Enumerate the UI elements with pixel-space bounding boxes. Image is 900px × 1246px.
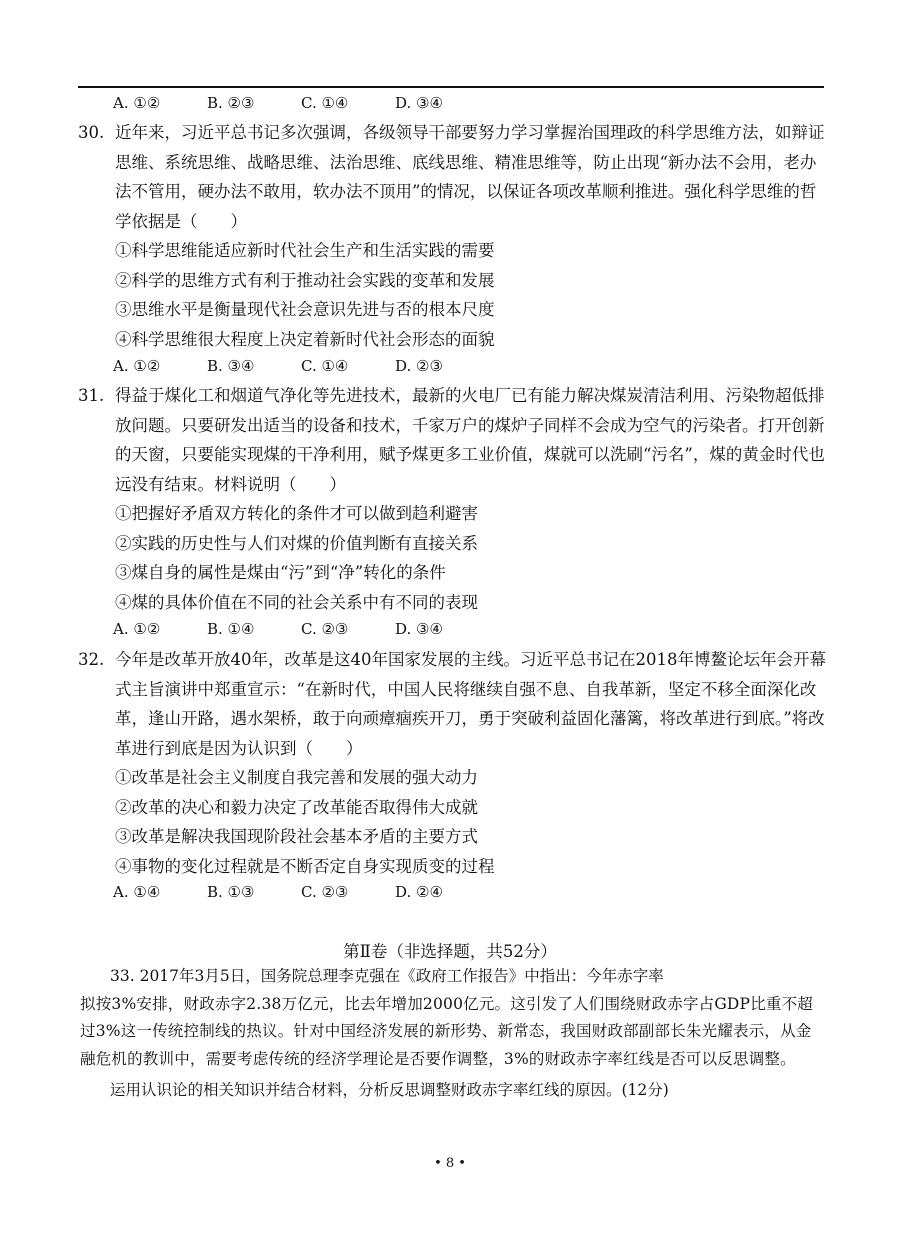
option-d: D. ③④	[395, 620, 443, 638]
section-title: 第Ⅱ卷（非选择题，共52分）	[343, 942, 557, 961]
statement-2: ②改革的决心和毅力决定了改革能否取得伟大成就	[115, 797, 478, 817]
option-a: A. ①②	[113, 94, 161, 112]
statement-3: ③煤自身的属性是煤由“污”到“净”转化的条件	[115, 563, 446, 582]
question-stem-first-line: 33. 2017年3月5日，国务院总理李克强在《政府工作报告》中指出：今年赤字率	[110, 967, 664, 985]
option-b: B. ③④	[207, 357, 255, 375]
option-b: B. ①④	[207, 620, 255, 638]
option-c: C. ①④	[301, 94, 349, 112]
option-c: C. ②③	[301, 620, 349, 638]
question-31	[78, 381, 830, 617]
page-number: • 8 •	[434, 1156, 466, 1171]
option-b: B. ①③	[207, 883, 255, 901]
statement-2: ②科学的思维方式有利于推动社会实践的变革和发展	[115, 270, 495, 290]
question-30	[78, 118, 830, 354]
question-stem: 近年来，习近平总书记多次强调，各级领导干部要努力学习掌握治国理政的科学思维方法，如辩证思维、系统思维、战略思维、法治思维、底线思维、精准思维等，防止出现“新办法不会用，老办法不管用，硬办法不敢用，软办法不顶用”的情况，以保证各项改革顺利推进。强化科学思维的哲学依据是（ ）	[115, 123, 825, 231]
statement-4: ④事物的变化过程就是不断否定自身实现质变的过程	[115, 856, 495, 876]
option-a: A. ①②	[113, 620, 161, 638]
question-31-options	[113, 620, 489, 638]
question-task: 运用认识论的相关知识并结合材料，分析反思调整财政赤字率红线的原因。(12分)	[110, 1081, 669, 1099]
statement-2: ②实践的历史性与人们对煤的价值判断有直接关系	[115, 533, 478, 553]
option-d: D. ②③	[395, 357, 443, 375]
question-number: 30.	[78, 123, 105, 142]
statement-3: ③思维水平是衡量现代社会意识先进与否的根本尺度	[115, 300, 495, 319]
question-32	[78, 645, 830, 881]
option-c: C. ①④	[301, 357, 349, 375]
option-b: B. ②③	[207, 94, 255, 112]
statement-4: ④科学思维很大程度上决定着新时代社会形态的面貌	[115, 329, 495, 349]
option-a: A. ①②	[113, 357, 161, 375]
question-number: 31.	[78, 386, 105, 405]
option-a: A. ①④	[113, 883, 161, 901]
option-c: C. ②③	[301, 883, 349, 901]
question-30-options	[113, 357, 489, 375]
statement-1: ①把握好矛盾双方转化的条件才可以做到趋利避害	[115, 504, 478, 523]
question-32-options	[113, 883, 489, 901]
statement-4: ④煤的具体价值在不同的社会关系中有不同的表现	[115, 592, 478, 612]
question-stem: 今年是改革开放40年，改革是这40年国家发展的主线。习近平总书记在2018年博鳌论坛年会开幕式主旨演讲中郑重宣示：“在新时代，中国人民将继续自强不息、自我革新，坚定不移全面深化改革，逢山开路，遇水架桥，敢于向顽瘴痼疾开刀，勇于突破利益固化藩篱，将改革进行到底。”将改革进行到底是因为认识到（ ）	[115, 650, 826, 758]
question-stem: 得益于煤化工和烟道气净化等先进技术，最新的火电厂已有能力解决煤炭清洁利用、污染物超低排放问题。只要研发出适当的设备和技术，千家万户的煤炉子同样不会成为空气的污染者。打开创新的天窗，只要能实现煤的干净利用，赋予煤更多工业价值，煤就可以洗刷“污名”，煤的黄金时代也远没有结束。材料说明（ ）	[115, 386, 825, 494]
statement-3: ③改革是解决我国现阶段社会基本矛盾的主要方式	[115, 827, 478, 846]
statement-1: ①科学思维能适应新时代社会生产和生活实践的需要	[115, 241, 495, 260]
top-rule	[78, 86, 824, 88]
question-number: 32.	[78, 650, 105, 669]
question-stem-body: 拟按3%安排，财政赤字2.38万亿元，比去年增加2000亿元。这引发了人们围绕财政赤字占GDP比重不超过3%这一传统控制线的热议。针对中国经济发展的新形势、新常态，我国财政部副部长朱光耀表示，从金融危机的教训中，需要考虑传统的经济学理论是否要作调整，3%的财政赤字率红线是否可以反思调整。	[80, 994, 813, 1068]
option-d: D. ③④	[395, 94, 443, 112]
prev-question-options	[113, 94, 489, 112]
option-d: D. ②④	[395, 883, 443, 901]
statement-1: ①改革是社会主义制度自我完善和发展的强大动力	[115, 768, 478, 787]
question-33	[80, 963, 825, 1105]
